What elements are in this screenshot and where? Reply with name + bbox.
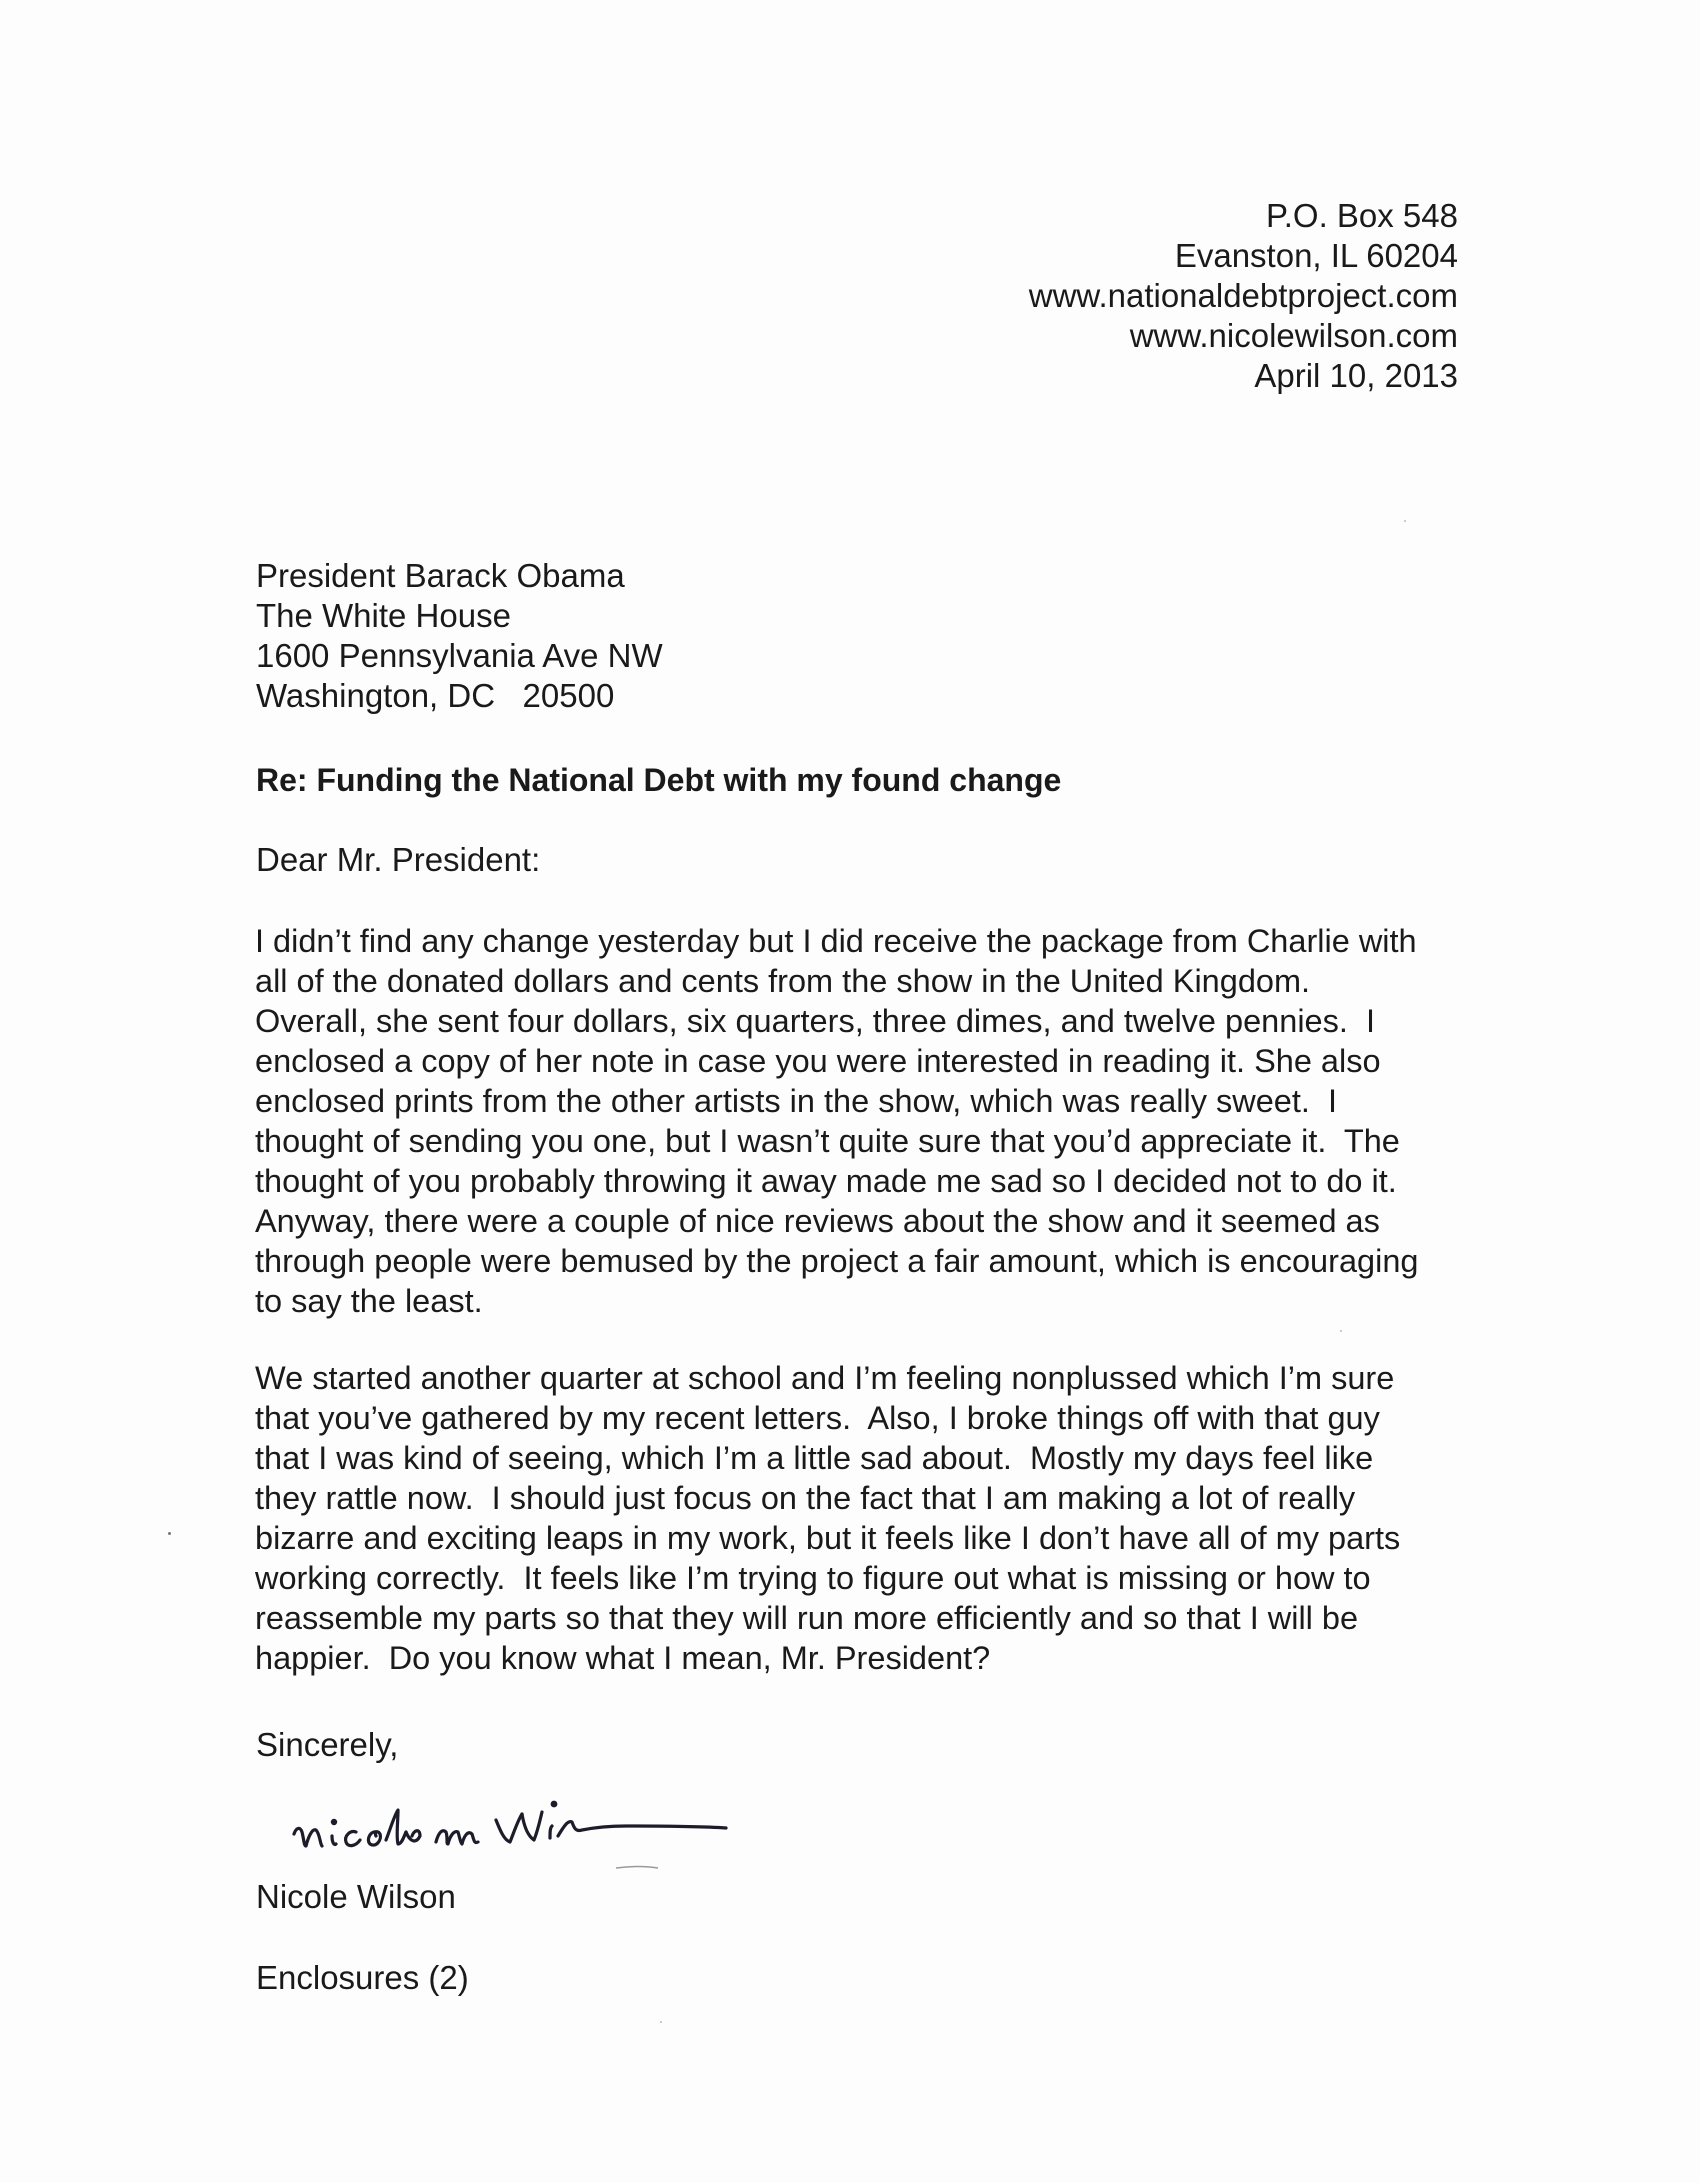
scan-speck	[1404, 520, 1406, 522]
paragraph-line: through people were bemused by the project a fair amount, which is encouraging	[255, 1243, 1419, 1279]
paragraph-line: Overall, she sent four dollars, six quarters, three dimes, and twelve pennies. I	[255, 1003, 1375, 1039]
body-paragraph-2	[255, 1358, 1400, 1678]
paragraph-line: reassemble my parts so that they will run more efficiently and so that I will be	[255, 1600, 1359, 1636]
signer-name: Nicole Wilson	[256, 1878, 456, 1915]
scan-speck	[168, 1532, 171, 1535]
sender-city: Evanston, IL 60204	[1174, 237, 1458, 274]
paragraph-line: Anyway, there were a couple of nice reviews about the show and it seemed as	[255, 1203, 1380, 1239]
paragraph-line: happier. Do you know what I mean, Mr. President?	[255, 1640, 991, 1676]
scan-speck	[1340, 1330, 1342, 1332]
paragraph-line: enclosed prints from the other artists in the show, which was really sweet. I	[255, 1083, 1338, 1119]
scan-speck	[660, 2021, 662, 2023]
sender-po-box: P.O. Box 548	[1265, 197, 1458, 234]
sender-address-block	[1029, 196, 1458, 396]
paragraph-line: all of the donated dollars and cents from the show in the United Kingdom.	[255, 963, 1311, 999]
salutation: Dear Mr. President:	[256, 841, 541, 878]
handwritten-signature	[286, 1770, 766, 1880]
paragraph-line: bizarre and exciting leaps in my work, but it feels like I don’t have all of my parts	[255, 1520, 1401, 1556]
paragraph-line: We started another quarter at school and I’m feeling nonplussed which I’m sure	[255, 1360, 1395, 1396]
paragraph-line: enclosed a copy of her note in case you were interested in reading it. She also	[255, 1043, 1381, 1079]
recipient-name: President Barack Obama	[256, 557, 625, 594]
paragraph-line: they rattle now. I should just focus on the fact that I am making a lot of really	[255, 1480, 1356, 1516]
paragraph-line: I didn’t find any change yesterday but I did receive the package from Charlie with	[255, 923, 1417, 959]
paragraph-line: thought of you probably throwing it away made me sad so I decided not to do it.	[255, 1163, 1397, 1199]
paragraph-line: thought of sending you one, but I wasn’t quite sure that you’d appreciate it. The	[255, 1123, 1400, 1159]
paragraph-line: that I was kind of seeing, which I’m a little sad about. Mostly my days feel like	[255, 1440, 1374, 1476]
body-paragraph-1	[255, 921, 1418, 1321]
recipient-address-block	[256, 556, 663, 716]
paragraph-line: that you’ve gathered by my recent letters. Also, I broke things off with that guy	[255, 1400, 1380, 1436]
sender-website-1: www.nationaldebtproject.com	[1028, 277, 1458, 314]
subject-line: Re: Funding the National Debt with my found change	[256, 762, 1062, 798]
sender-website-2: www.nicolewilson.com	[1129, 317, 1458, 354]
enclosures-note: Enclosures (2)	[256, 1959, 469, 1996]
recipient-street: 1600 Pennsylvania Ave NW	[256, 637, 663, 674]
recipient-org: The White House	[256, 597, 511, 634]
recipient-city: Washington, DC 20500	[256, 677, 615, 714]
paragraph-line: working correctly. It feels like I’m trying to figure out what is missing or how to	[255, 1560, 1371, 1596]
closing: Sincerely,	[256, 1726, 399, 1763]
paragraph-line: to say the least.	[255, 1283, 483, 1319]
letter-date: April 10, 2013	[1254, 357, 1458, 394]
